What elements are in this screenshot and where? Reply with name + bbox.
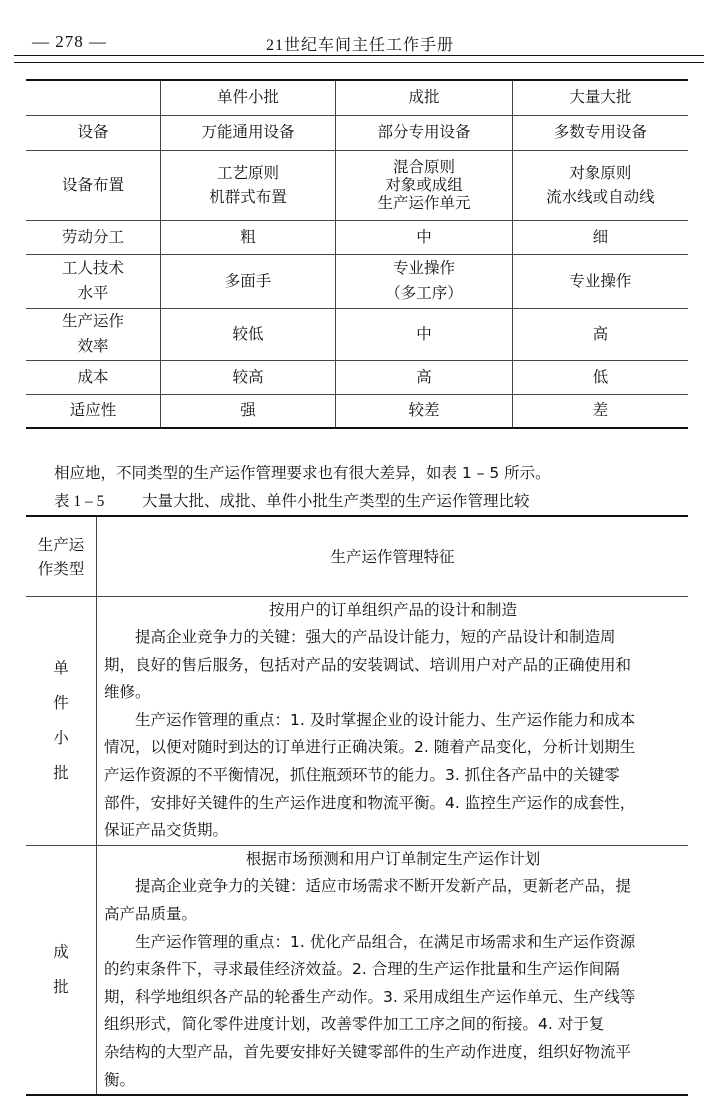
column-header-management-features: 生产运作管理特征 (97, 516, 689, 596)
table-cell: 差 (512, 394, 688, 428)
table-caption (54, 489, 530, 511)
row-label: 设备 (26, 115, 160, 150)
table-row (26, 845, 688, 1095)
table-cell: 多面手 (160, 254, 335, 308)
column-header-production-type: 生产运 作类型 (26, 516, 97, 596)
table-cell: 混合原则 对象或成组 生产运作单元 (336, 150, 513, 220)
row-label: 适应性 (26, 394, 160, 428)
section-title: 按用户的订单组织产品的设计和制造 (268, 600, 517, 619)
row-label: 工人技术 水平 (26, 254, 160, 308)
table-cell: 高 (512, 308, 688, 360)
table-cell: 粗 (160, 220, 335, 254)
table-cell: 对象原则 流水线或自动线 (512, 150, 688, 220)
table-cell: 细 (512, 220, 688, 254)
table-cell: 多数专用设备 (512, 115, 688, 150)
table-cell: 部分专用设备 (336, 115, 513, 150)
table-cell: 专业操作 （多工序） (336, 254, 513, 308)
table-cell: 较差 (336, 394, 513, 428)
table-row (26, 115, 688, 150)
intro-paragraph: 相应地，不同类型的生产运作管理要求也有很大差异，如表 1 – 5 所示。 (54, 464, 551, 482)
table-cell: 工艺原则 机群式布置 (160, 150, 335, 220)
management-features-batch: 根据市场预测和用户订单制定生产运作计划 提高企业竞争力的关键：适应市场需求不断开发新产品，更新老产品，提 高产品质量。 生产运作管理的重点：1. 优化产品组合，在满足市场需求和生产运作资源 的约束条件下，寻求最佳经济效益。2. 合理的生产运作批量和生产运作间隔 期，科学地组织各产品的轮番生产动作。3. 采用成组生产运作单元、生产线等 组织形式，简化零件进度计划，改善零件加工工序之间的衔接。4. 对于复 杂结构的大型产品，首先要安排好关键零部件的生产动作进度，组织好物流平 衡。 (97, 845, 689, 1095)
row-label: 设备布置 (26, 150, 160, 220)
table-cell: 万能通用设备 (160, 115, 335, 150)
table-row (26, 150, 688, 220)
table-cell: 低 (512, 360, 688, 394)
table-cell: 专业操作 (512, 254, 688, 308)
table-row (26, 220, 688, 254)
table-cell: 较低 (160, 308, 335, 360)
table-header-row (26, 80, 688, 115)
production-type-comparison-table (26, 79, 688, 429)
management-features-single-small: 按用户的订单组织产品的设计和制造 提高企业竞争力的关键：强大的产品设计能力，短的产品设计和制造周 期，良好的售后服务，包括对产品的安装调试、培训用户对产品的正确使用和 维修。 生产运作管理的重点：1. 及时掌握企业的设计能力、生产运作能力和成本 情况，以便对随时到达的订单进行正确决策。2. 随着产品变化，分析计划期生 产运作资源的不平衡情况，抓住瓶颈环节的能力。3. 抓住各产品中的关键零 部件，安排好关键件的生产运作进度和物流平衡。4. 监控生产运作的成套性， 保证产品交货期。 (97, 596, 689, 845)
table-corner-cell (26, 80, 160, 115)
column-header-batch: 成批 (336, 80, 513, 115)
column-header-single-small: 单件小批 (160, 80, 335, 115)
page-number: — 278 — (32, 32, 107, 51)
production-type-batch: 成 批 (26, 845, 97, 1095)
table-caption-number: 表 1 – 5 (54, 493, 105, 510)
table-caption-title: 大量大批、成批、单件小批生产类型的生产运作管理比较 (142, 492, 530, 510)
production-type-single-small: 单 件 小 批 (26, 596, 97, 845)
table-header-row (26, 516, 688, 596)
table-cell: 较高 (160, 360, 335, 394)
column-header-mass: 大量大批 (512, 80, 688, 115)
running-title: 21世纪车间主任工作手册 (265, 37, 454, 54)
table-cell: 中 (336, 220, 513, 254)
management-characteristics-table (26, 515, 688, 1096)
table-row (26, 360, 688, 394)
table-cell: 高 (336, 360, 513, 394)
table-row (26, 596, 688, 845)
table-row (26, 308, 688, 360)
table-row (26, 254, 688, 308)
header-rule-bottom (14, 62, 704, 63)
table-cell: 强 (160, 394, 335, 428)
table-cell: 中 (336, 308, 513, 360)
row-label: 成本 (26, 360, 160, 394)
header-rule-top (14, 55, 704, 56)
row-label: 生产运作 效率 (26, 308, 160, 360)
row-label: 劳动分工 (26, 220, 160, 254)
section-title: 根据市场预测和用户订单制定生产运作计划 (245, 849, 541, 868)
table-row (26, 394, 688, 428)
page-header (0, 0, 720, 60)
